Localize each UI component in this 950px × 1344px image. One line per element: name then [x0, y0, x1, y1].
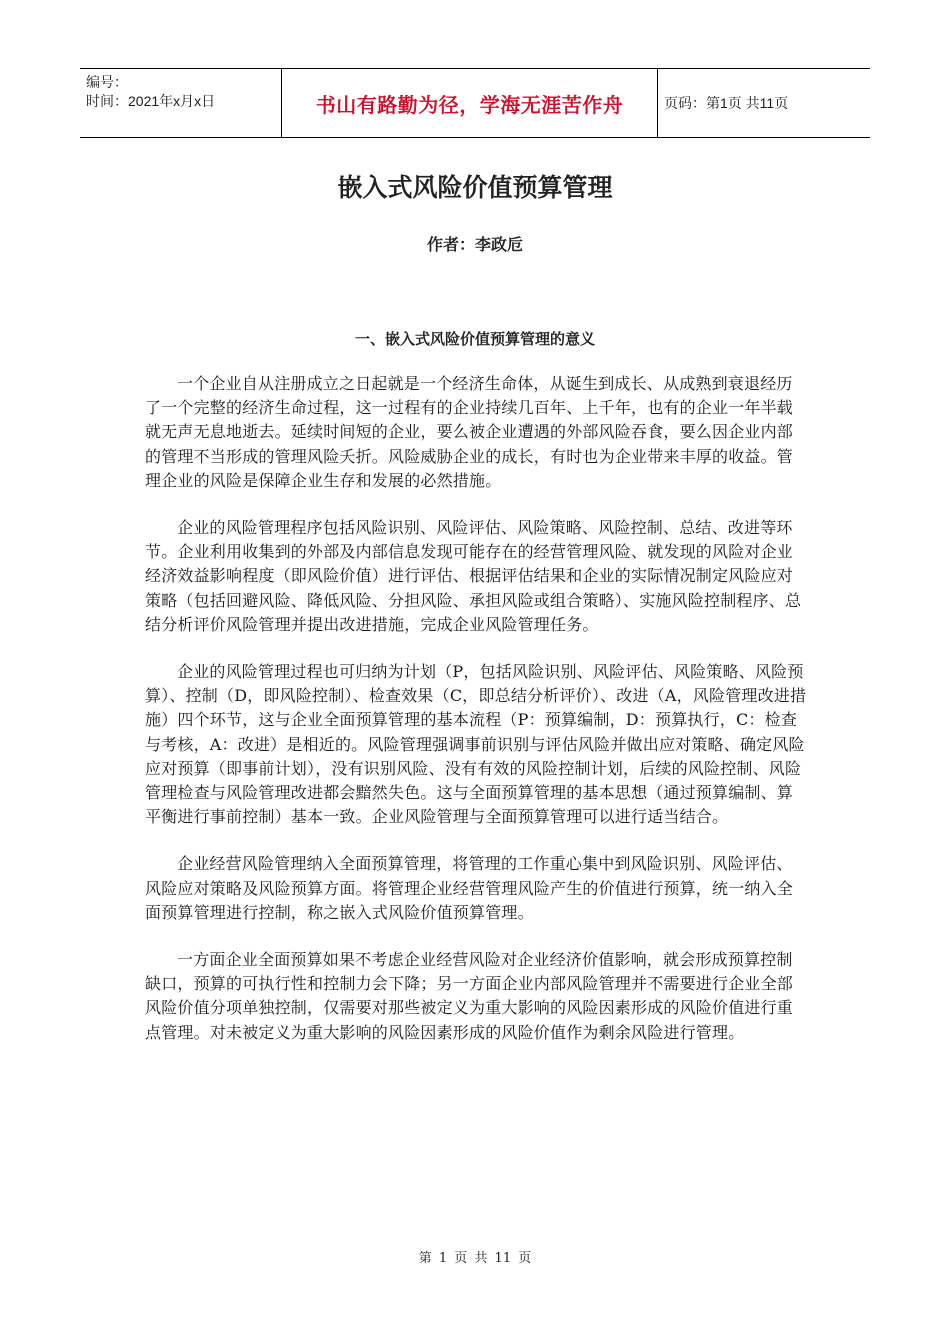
header-meta	[80, 69, 282, 137]
document-number-label: 编号：	[86, 74, 128, 90]
body-paragraph: 一方面企业全面预算如果不考虑企业经营风险对企业经济价值影响，就会形成预算控制缺口，预算的可执行性和控制力会下降；另一方面企业内部风险管理并不需要进行企业全部风险价值分项单独控制，仅需要对那些被定义为重大影响的风险因素形成的风险价值进行重点管理。对未被定义为重大影响的风险因素形成的风险价值作为剩余风险进行管理。	[145, 950, 794, 1042]
page-footer: 第 1 页 共 11 页	[418, 1251, 532, 1266]
document-body	[145, 372, 807, 1068]
document-date: 时间：2021年x月x日	[86, 93, 216, 109]
section-heading: 一、嵌入式风险价值预算管理的意义	[354, 330, 595, 348]
document-author: 作者：李政卮	[426, 235, 523, 254]
document-title: 嵌入式风险价值预算管理	[337, 173, 613, 202]
body-paragraph: 一个企业自从注册成立之日起就是一个经济生命体，从诞生到成长、从成熟到衰退经历了一个完整的经济生命过程，这一过程有的企业持续几百年、上千年，也有的企业一年半载就无声无息地逝去。延续时间短的企业，要么被企业遭遇的外部风险吞食，要么因企业内部的管理不当形成的管理风险夭折。风险威胁企业的成长，有时也为企业带来丰厚的收益。管理企业的风险是保障企业生存和发展的必然措施。	[145, 374, 794, 490]
page-header	[80, 68, 870, 138]
body-paragraph: 企业的风险管理程序包括风险识别、风险评估、风险策略、风险控制、总结、改进等环节。企业利用收集到的外部及内部信息发现可能存在的经营管理风险、就发现的风险对企业经济效益影响程度（即风险价值）进行评估、根据评估结果和企业的实际情况制定风险应对策略（包括回避风险、降低风险、分担风险、承担风险或组合策略）、实施风险控制程序、总结分析评价风险管理并提出改进措施，完成企业风险管理任务。	[145, 518, 802, 634]
body-paragraph: 企业经营风险管理纳入全面预算管理，将管理的工作重心集中到风险识别、风险评估、风险应对策略及风险预算方面。将管理企业经营管理风险产生的价值进行预算，统一纳入全面预算管理进行控制，称之嵌入式风险价值预算管理。	[145, 854, 794, 922]
body-paragraph: 企业的风险管理过程也可归纳为计划（P，包括风险识别、风险评估、风险策略、风险预算）、控制（D，即风险控制）、检查效果（C，即总结分析评价）、改进（A，风险管理改进措施）四个环节，这与企业全面预算管理的基本流程（P：预算编制，D：预算执行，C：检查与考核，A：改进）是相近的。风险管理强调事前识别与评估风险并做出应对策略、确定风险应对预算（即事前计划），没有识别风险、没有有效的风险控制计划，后续的风险控制、风险管理检查与风险管理改进都会黯然失色。这与全面预算管理的基本思想（通过预算编制、算平衡进行事前控制）基本一致。企业风险管理与全面预算管理可以进行适当结合。	[145, 662, 807, 827]
header-page-info: 页码：第1页 共11页	[664, 95, 789, 111]
header-motto: 书山有路勤为径，学海无涯苦作舟	[282, 69, 658, 137]
